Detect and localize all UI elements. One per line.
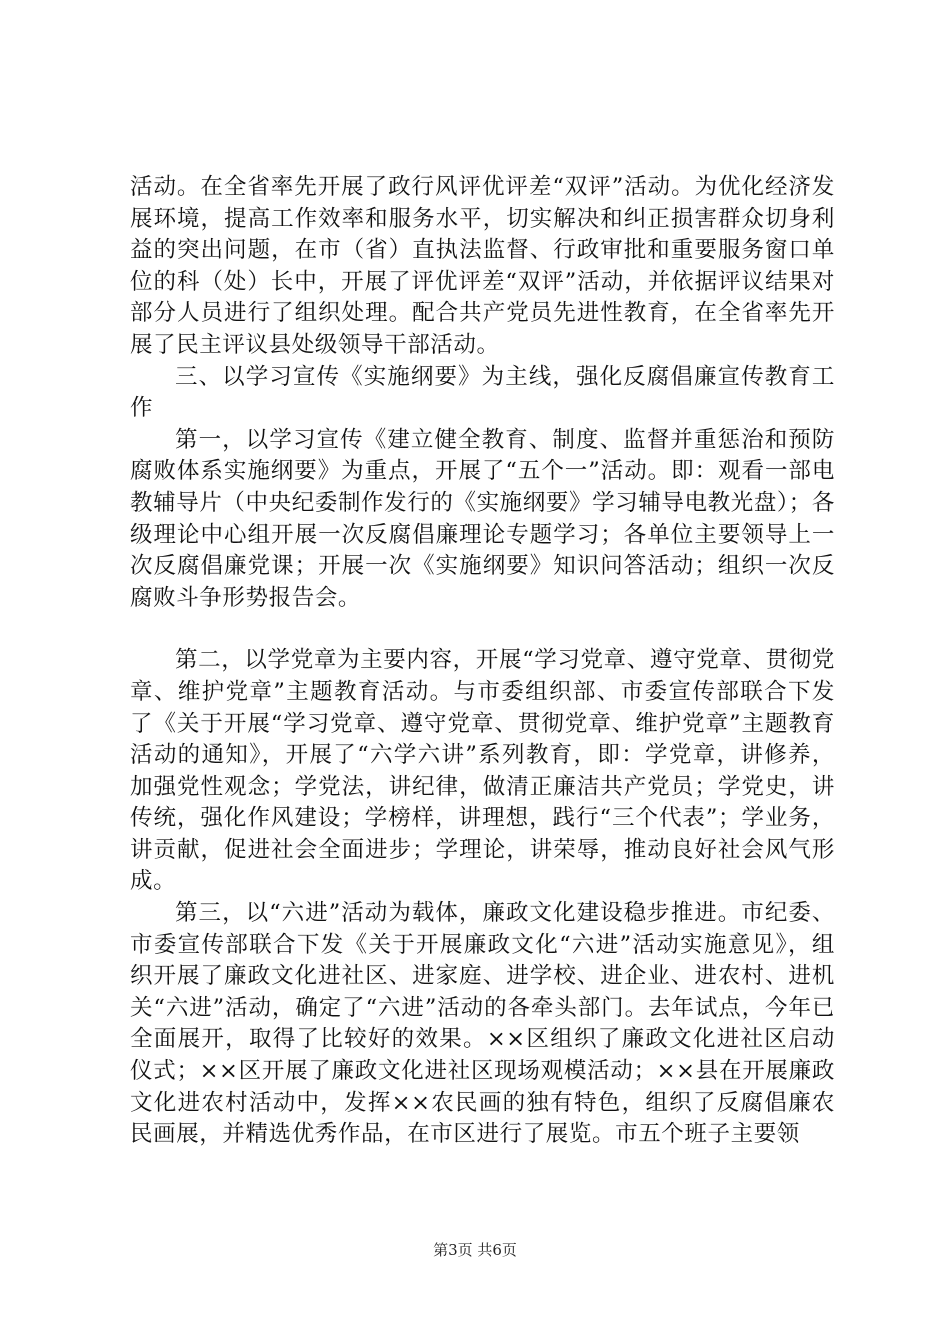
paragraph-second: 第二，以学党章为主要内容，开展“学习党章、遵守党章、贯彻党章、维护党章”主题教育活动。与市委组织部、市委宣传部联合下发了《关于开展“学习党章、遵守党章、贯彻党章、维护党章”主题教育活动的通知》，开展了“六学六讲”系列教育，即：学党章，讲修养，加强党性观念；学党法，讲纪律，做清正廉洁共产党员；学党史，讲传统，强化作风建设；学榜样，讲理想，践行“三个代表”；学业务，讲贡献，促进社会全面进步；学理论，讲荣辱，推动良好社会风气形成。 bbox=[130, 647, 835, 895]
page-number-footer: 第3页 共6页 bbox=[433, 1241, 517, 1259]
paragraph-continuation: 活动。在全省率先开展了政行风评优评差“双评”活动。为优化经济发展环境，提高工作效率和服务水平，切实解决和纠正损害群众切身利益的突出问题，在市（省）直执法监督、行政审批和重要服务窗口单位的科（处）长中，开展了评优评差“双评”活动，并依据评议结果对部分人员进行了组织处理。配合共产党员先进性教育，在全省率先开展了民主评议县处级领导干部活动。 bbox=[130, 174, 835, 358]
section-heading: 三、以学习宣传《实施纲要》为主线，强化反腐倡廉宣传教育工作 bbox=[130, 363, 835, 422]
paragraph-third: 第三，以“六进”活动为载体，廉政文化建设稳步推进。市纪委、市委宣传部联合下发《关于开展廉政文化“六进”活动实施意见》，组织开展了廉政文化进社区、进家庭、进学校、进企业、进农村、进机关“六进”活动，确定了“六进”活动的各牵头部门。去年试点，今年已全面展开，取得了比较好的效果。××区组织了廉政文化进社区启动仪式；××区开展了廉政文化进社区现场观模活动；××县在开展廉政文化进农村活动中，发挥××农民画的独有特色，组织了反腐倡廉农民画展，并精选优秀作品，在市区进行了展览。市五个班子主要领 bbox=[130, 900, 835, 1148]
document-body bbox=[130, 172, 835, 1151]
paragraph-first: 第一，以学习宣传《建立健全教育、制度、监督并重惩治和预防腐败体系实施纲要》为重点，开展了“五个一”活动。即：观看一部电教辅导片（中央纪委制作发行的《实施纲要》学习辅导电教光盘）；各级理论中心组开展一次反腐倡廉理论专题学习；各单位主要领导上一次反腐倡廉党课；开展一次《实施纲要》知识问答活动；组织一次反腐败斗争形势报告会。 bbox=[130, 426, 835, 611]
